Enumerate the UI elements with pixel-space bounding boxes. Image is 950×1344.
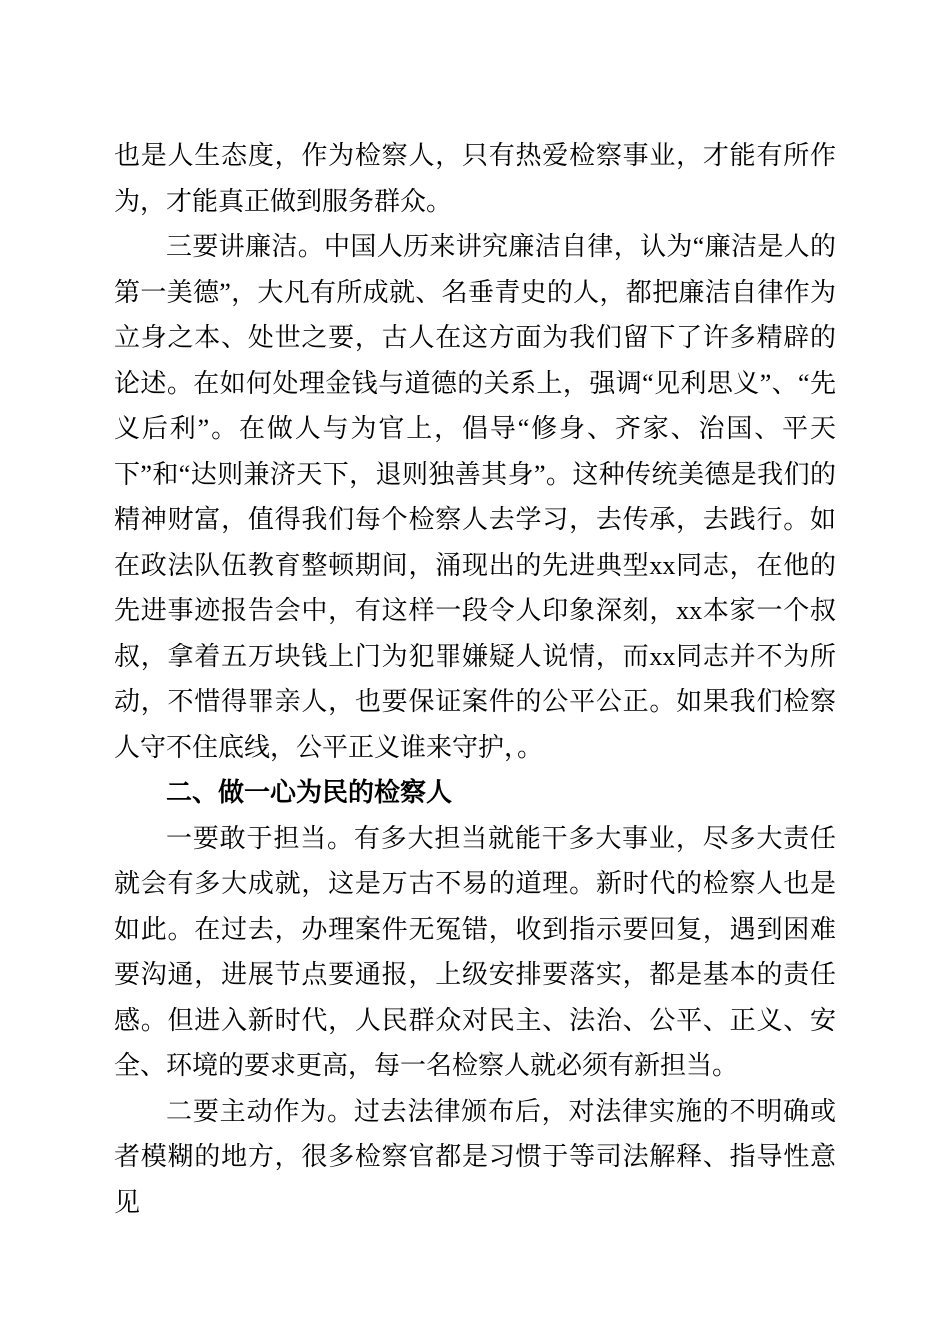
paragraph-responsibility: 一要敢于担当。有多大担当就能干多大事业，尽多大责任就会有多大成就，这是万古不易的道理。新时代的检察人也是如此。在过去，办理案件无冤错，收到指示要回复，遇到困难要沟通，进展节点要通报，上级安排要落实，都是基本的责任感。但进入新时代，人民群众对民主、法治、公平、正义、安全、环境的要求更高，每一名检察人就必须有新担当。 [114,823,836,1080]
paragraph-initiative: 二要主动作为。过去法律颁布后，对法律实施的不明确或者模糊的地方，很多检察官都是习惯于等司法解释、指导性意见 [114,1096,836,1217]
section-heading: 二、做一心为民的检察人 [166,777,453,807]
paragraph-integrity: 三要讲廉洁。中国人历来讲究廉洁自律，认为“廉洁是人的第一美德”，大凡有所成就、名垂青史的人，都把廉洁自律作为立身之本、处世之要，古人在这方面为我们留下了许多精辟的论述。在如何处理金钱与道德的关系上，强调“见利思义”、“先义后利”。在做人与为官上，倡导“修身、齐家、治国、平天下”和“达则兼济天下，退则独善其身”。这种传统美德是我们的精神财富，值得我们每个检察人去学习，去传承，去践行。如在政法队伍教育整顿期间，涌现出的先进典型xx同志，在他的先进事迹报告会中，有这样一段令人印象深刻，xx本家一个叔叔，拿着五万块钱上门为犯罪嫌疑人说情，而xx同志并不为所动，不惜得罪亲人，也要保证案件的公平公正。如果我们检察人守不住底线，公平正义谁来守护，。 [114,232,836,762]
paragraph-continuation: 也是人生态度，作为检察人，只有热爱检察事业，才能有所作为，才能真正做到服务群众。 [114,141,836,216]
